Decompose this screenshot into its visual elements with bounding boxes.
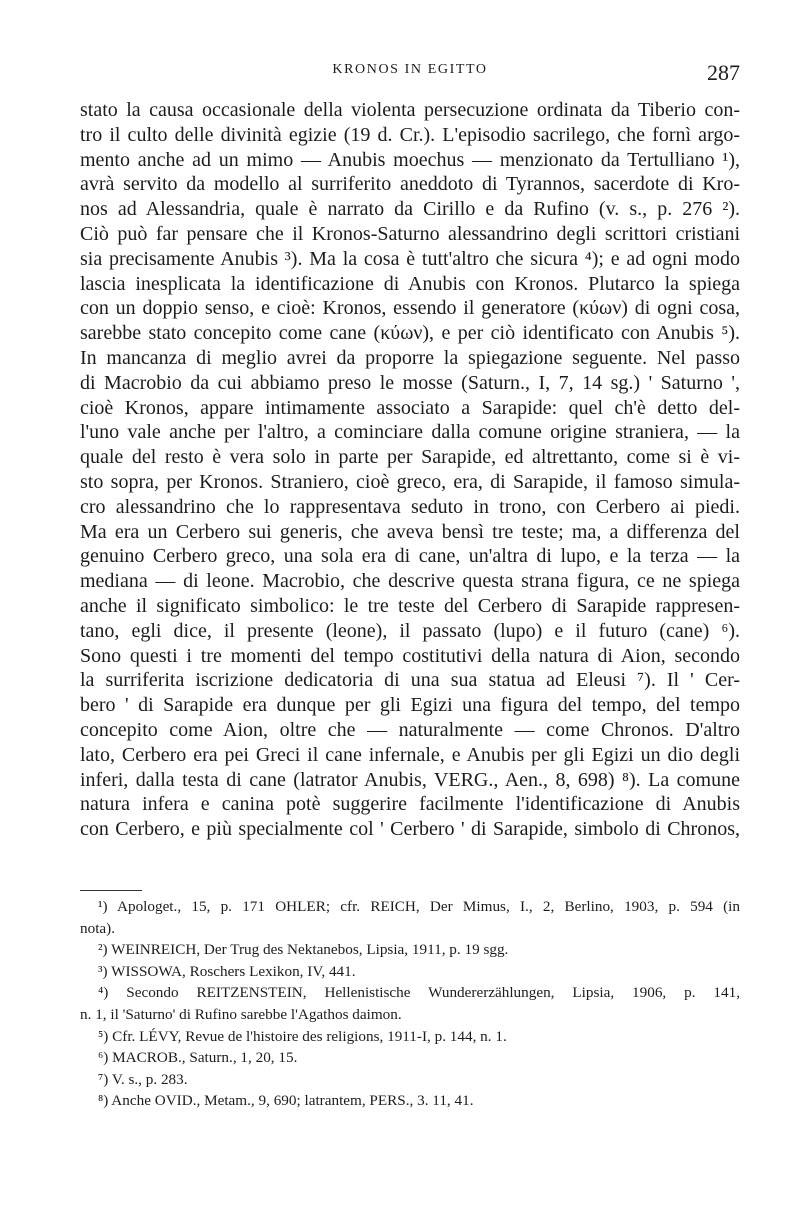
text-line: sarebbe stato concepito come cane (κύων), e per ciò identificato con Anubis ⁵).	[80, 322, 740, 345]
text-line: con un doppio senso, e cioè: Kronos, essendo il generatore (κύων) di ogni cosa,	[80, 297, 740, 320]
text-line: In mancanza di meglio avrei da proporre la spiegazione seguente. Nel passo	[80, 346, 740, 369]
text-line: bero ' di Sarapide era dunque per gli Egizi una figura del tempo, del tempo	[80, 694, 740, 717]
footnote-line: ⁷) V. s., p. 283.	[98, 1070, 188, 1088]
text-line: tano, egli dice, il presente (leone), il passato (lupo) e il futuro (cane) ⁶).	[80, 619, 740, 642]
footnote-line: ²) WEINREICH, Der Trug des Nektanebos, Lipsia, 1911, p. 19 sgg.	[98, 941, 509, 959]
footnotes	[80, 896, 740, 1112]
footnote-line: n. 1, il 'Saturno' di Rufino sarebbe l'Agathos daimon.	[80, 1005, 402, 1023]
footnote-line: ⁴) Secondo REITZENSTEIN, Hellenistische Wundererzählungen, Lipsia, 1906, p. 141,	[98, 984, 740, 1002]
text-line: cro alessandrino che lo rappresentava seduto in trono, con Cerbero ai piedi.	[80, 495, 740, 518]
text-line: natura infera e canina potè suggerire facilmente l'identificazione di Anubis	[80, 793, 740, 816]
footnote-line: nota).	[80, 919, 116, 937]
text-line: avrà servito da modello al surriferito aneddoto di Tyrannos, sacerdote di Kro-	[80, 173, 740, 196]
running-title: KRONOS IN EGITTO	[332, 62, 488, 77]
text-line: concepito come Aion, oltre che — naturalmente — come Chronos. D'altro	[80, 718, 740, 741]
text-line: tro il culto delle divinità egizie (19 d. Cr.). L'episodio sacrilego, che fornì argo-	[80, 123, 740, 146]
text-line: mento anche ad un mimo — Anubis moechus — menzionato da Tertulliano ¹),	[80, 148, 740, 171]
text-line: con Cerbero, e più specialmente col ' Cerbero ' di Sarapide, simbolo di Chronos,	[80, 818, 740, 841]
text-line: Ma era un Cerbero sui generis, che aveva bensì tre teste; ma, a differenza del	[80, 520, 740, 543]
main-text	[80, 98, 740, 842]
text-line: anche il significato simbolico: le tre teste del Cerbero di Sarapide rappresen-	[80, 594, 740, 617]
text-line: Ciò può far pensare che il Kronos-Saturno alessandrino degli scrittori cristiani	[80, 222, 740, 245]
text-line: sia precisamente Anubis ³). Ma la cosa è tutt'altro che sicura ⁴); e ad ogni modo	[80, 247, 740, 270]
text-line: inferi, dalla testa di cane (latrator Anubis, VERG., Aen., 8, 698) ⁸). La comune	[80, 768, 740, 791]
footnote-separator	[80, 890, 142, 891]
text-line: stato la causa occasionale della violenta persecuzione ordinata da Tiberio con-	[80, 99, 740, 121]
text-line: nos ad Alessandria, quale è narrato da Cirillo e da Rufino (v. s., p. 276 ²).	[80, 198, 740, 221]
text-line: lato, Cerbero era pei Greci il cane infernale, e Anubis per gli Egizi un dio degli	[80, 743, 740, 766]
text-line: mediana — di leone. Macrobio, che descrive questa strana figura, ce ne spiega	[80, 570, 740, 593]
text-line: quale del resto è vera solo in parte per Sarapide, ed altrettanto, come si è vi-	[80, 446, 740, 469]
footnote-line: ¹) Apologet., 15, p. 171 OHLER; cfr. REICH, Der Mimus, I., 2, Berlino, 1903, p. 594 (in	[98, 898, 740, 915]
text-line: la surriferita iscrizione dedicatoria di una sua statua ad Eleusi ⁷). Il ' Cer-	[80, 669, 740, 692]
text-line: Sono questi i tre momenti del tempo costitutivi della natura di Aion, secondo	[80, 644, 740, 667]
footnote-line: ⁶) MACROB., Saturn., 1, 20, 15.	[98, 1049, 298, 1067]
page-number: 287	[707, 60, 740, 85]
footnote-line: ³) WISSOWA, Roschers Lexikon, IV, 441.	[98, 962, 356, 980]
text-line: genuino Cerbero greco, una sola era di cane, un'altra di lupo, e la terza — la	[80, 545, 740, 568]
text-line: l'uno vale anche per l'altro, a cominciare dalla comune origine straniera, — la	[80, 421, 740, 444]
footnote-line: ⁵) Cfr. LÉVY, Revue de l'histoire des religions, 1911-I, p. 144, n. 1.	[98, 1027, 507, 1045]
text-line: cioè Kronos, appare intimamente associato a Sarapide: quel ch'è detto del-	[80, 396, 740, 419]
text-line: di Macrobio da cui abbiamo preso le mosse (Saturn., I, 7, 14 sg.) ' Saturno ',	[80, 371, 740, 394]
running-header	[80, 60, 740, 90]
text-line: sto sopra, per Kronos. Straniero, cioè greco, era, di Sarapide, il famoso simula-	[80, 470, 740, 493]
text-line: lascia inesplicata la identificazione di Anubis con Kronos. Plutarco la spiega	[80, 272, 740, 295]
footnote-line: ⁸) Anche OVID., Metam., 9, 690; latrantem, PERS., 3. 11, 41.	[98, 1092, 474, 1110]
